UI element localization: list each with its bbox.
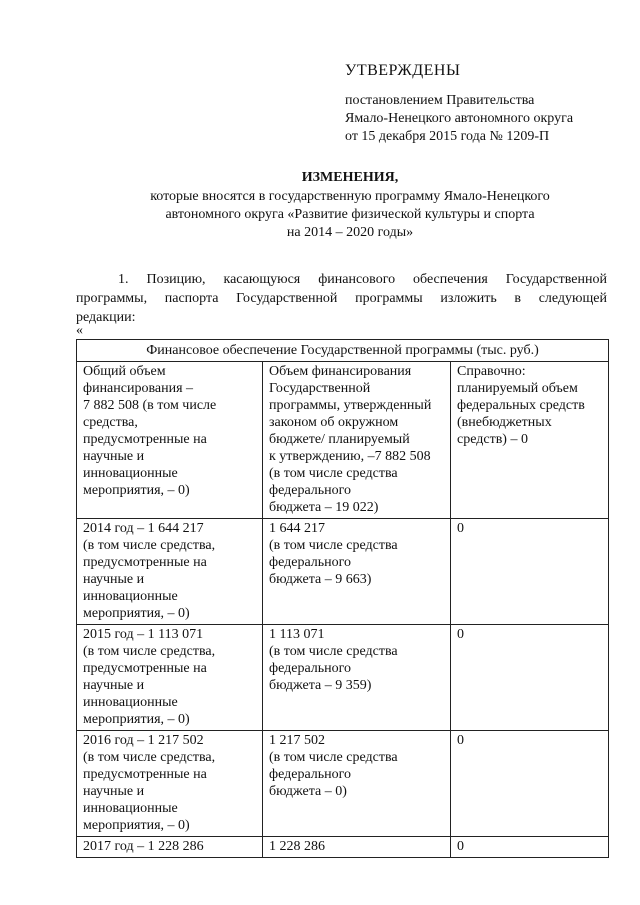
cell-text-line: 1 113 071 <box>269 627 325 642</box>
paragraph <box>76 270 607 327</box>
cell-text-line: бюджета – 19 022) <box>269 500 379 515</box>
cell-text-line: предусмотренные на <box>83 432 207 447</box>
cell-text-line: научные и <box>83 784 145 799</box>
financing-table <box>76 339 609 858</box>
table-row <box>77 837 609 858</box>
cell-text-line: 1 644 217 <box>269 521 325 536</box>
cell-text-line: (в том числе средства, <box>83 750 216 765</box>
table-cell-col-1 <box>77 519 263 625</box>
cell-text-line: бюджета – 9 663) <box>269 572 372 587</box>
table-cell-col-3 <box>451 519 609 625</box>
document-subtitle-line-2: автономного округа «Развитие физической культуры и спорта <box>165 207 535 222</box>
cell-text-line: федерального <box>269 767 352 782</box>
table-cell-col-3 <box>451 625 609 731</box>
cell-text-line: мероприятия, – 0) <box>83 483 190 498</box>
table-row <box>77 625 609 731</box>
table-cell-col-1 <box>77 837 263 858</box>
cell-text-line: программы, утвержденный <box>269 398 432 413</box>
cell-text-line: Справочно: <box>457 364 526 379</box>
table-cell-col-2 <box>263 731 451 837</box>
table-row <box>77 731 609 837</box>
cell-text-line: предусмотренные на <box>83 767 207 782</box>
cell-text-line: бюджета – 9 359) <box>269 678 372 693</box>
cell-text-line: 0 <box>457 733 464 748</box>
cell-text-line: федерального <box>269 555 352 570</box>
table-header: Финансовое обеспечение Государственной программы (тыс. руб.) <box>77 340 609 362</box>
table-cell-col-2 <box>263 837 451 858</box>
cell-text-line: научные и <box>83 678 145 693</box>
cell-text-line: 0 <box>457 627 464 642</box>
cell-text-line: 1 217 502 <box>269 733 325 748</box>
table-cell-col-1 <box>77 362 263 519</box>
cell-text-line: 2017 год – 1 228 286 <box>83 839 204 854</box>
cell-text-line: (в том числе средства <box>269 538 398 553</box>
cell-text-line: 0 <box>457 521 464 536</box>
cell-text-line: законом об окружном <box>269 415 399 430</box>
cell-text-line: финансирования – <box>83 381 194 396</box>
cell-text-line: бюджете/ планируемый <box>269 432 410 447</box>
cell-text-line: инновационные <box>83 589 178 604</box>
document-title: ИЗМЕНЕНИЯ, <box>301 170 399 185</box>
table-cell-col-2 <box>263 519 451 625</box>
approval-title: УТВЕРЖДЕНЫ <box>345 62 461 79</box>
approval-line-2: Ямало-Ненецкого автономного округа <box>345 111 574 126</box>
cell-text-line: предусмотренные на <box>83 555 207 570</box>
cell-text-line: бюджета – 0) <box>269 784 347 799</box>
cell-text-line: 7 882 508 (в том числе <box>83 398 217 413</box>
cell-text-line: (в том числе средства, <box>83 644 216 659</box>
document-subtitle-line-3: на 2014 – 2020 годы» <box>286 225 414 240</box>
cell-text-line: (в том числе средства <box>269 644 398 659</box>
table-row <box>77 362 609 519</box>
cell-text-line: мероприятия, – 0) <box>83 606 190 621</box>
table-cell-col-3 <box>451 837 609 858</box>
open-quote: « <box>76 323 83 338</box>
table-header-row <box>77 340 609 362</box>
paragraph-line-2: программы, паспорта Государственной программы изложить в следующей <box>76 291 607 306</box>
table-cell-col-1 <box>77 731 263 837</box>
cell-text-line: инновационные <box>83 801 178 816</box>
cell-text-line: 0 <box>457 839 464 854</box>
table-row <box>77 519 609 625</box>
cell-text-line: 2016 год – 1 217 502 <box>83 733 204 748</box>
approval-line-1: постановлением Правительства <box>345 93 535 108</box>
cell-text-line: 2014 год – 1 644 217 <box>83 521 204 536</box>
cell-text-line: (в том числе средства <box>269 750 398 765</box>
table-cell-col-3 <box>451 362 609 519</box>
paragraph-line-1: 1. Позицию, касающуюся финансового обеспечения Государственной <box>118 272 607 287</box>
approval-line-3: от 15 декабря 2015 года № 1209-П <box>345 129 550 144</box>
document-subtitle-line-1: которые вносятся в государственную программу Ямало-Ненецкого <box>150 189 550 204</box>
cell-text-line: федеральных средств <box>457 398 585 413</box>
cell-text-line: средства, <box>83 415 138 430</box>
cell-text-line: (в том числе средства <box>269 466 398 481</box>
paragraph-line-3: редакции: <box>76 310 136 325</box>
cell-text-line: Государственной <box>269 381 371 396</box>
cell-text-line: Общий объем <box>83 364 166 379</box>
table-cell-col-2 <box>263 362 451 519</box>
cell-text-line: федерального <box>269 483 352 498</box>
cell-text-line: 1 228 286 <box>269 839 325 854</box>
cell-text-line: Объем финансирования <box>269 364 412 379</box>
cell-text-line: (в том числе средства, <box>83 538 216 553</box>
cell-text-line: мероприятия, – 0) <box>83 818 190 833</box>
cell-text-line: научные и <box>83 572 145 587</box>
cell-text-line: инновационные <box>83 466 178 481</box>
table-cell-col-3 <box>451 731 609 837</box>
table-cell-col-2 <box>263 625 451 731</box>
cell-text-line: мероприятия, – 0) <box>83 712 190 727</box>
cell-text-line: федерального <box>269 661 352 676</box>
cell-text-line: (внебюджетных <box>457 415 552 430</box>
cell-text-line: инновационные <box>83 695 178 710</box>
cell-text-line: предусмотренные на <box>83 661 207 676</box>
cell-text-line: к утверждению, –7 882 508 <box>269 449 431 464</box>
cell-text-line: планируемый объем <box>457 381 578 396</box>
cell-text-line: 2015 год – 1 113 071 <box>83 627 204 642</box>
table-cell-col-1 <box>77 625 263 731</box>
cell-text-line: научные и <box>83 449 145 464</box>
cell-text-line: средств) – 0 <box>457 432 528 447</box>
